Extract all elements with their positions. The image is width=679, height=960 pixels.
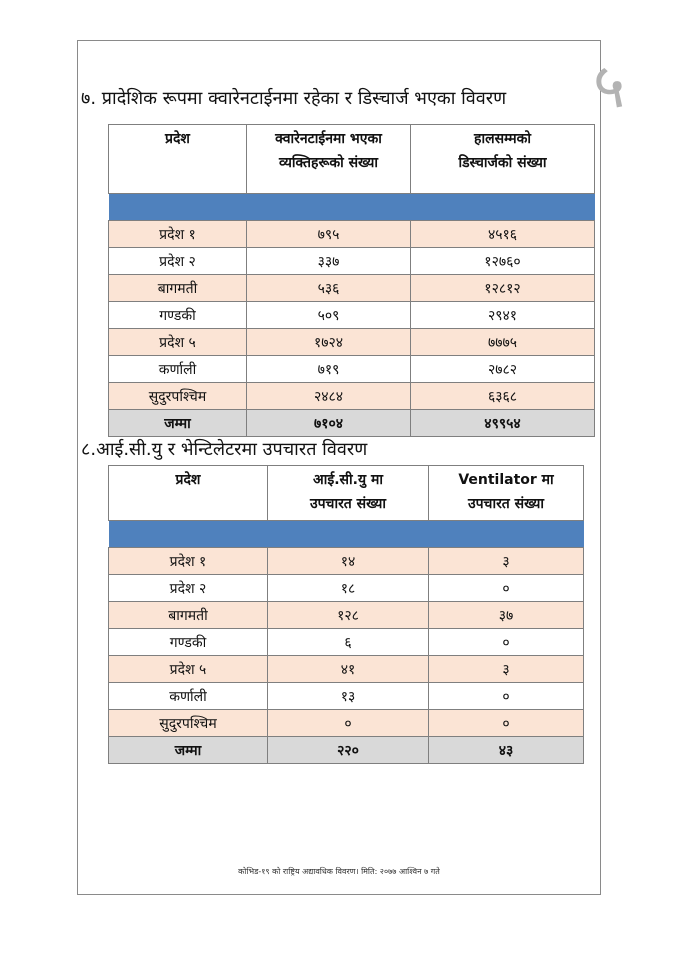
table-cell: २२० [268, 737, 429, 764]
table-cell: गण्डकी [109, 629, 268, 656]
table-cell [268, 521, 429, 548]
table-row [109, 548, 584, 575]
table-cell: सुदुरपश्चिम [109, 383, 247, 410]
table-cell: १४ [268, 548, 429, 575]
table-cell: जम्मा [109, 410, 247, 437]
page-number: ५ [593, 49, 626, 122]
table-cell: प्रदेश ५ [109, 329, 247, 356]
table-cell: ५३६ [247, 275, 411, 302]
table-cell: सुदुरपश्चिम [109, 710, 268, 737]
table-row [109, 248, 595, 275]
table-cell [109, 521, 268, 548]
header-province: प्रदेश [109, 125, 247, 194]
header-quarantine-count: क्वारेनटाईनमा भएका व्यक्तिहरूको संख्या [247, 125, 411, 194]
table-row [109, 575, 584, 602]
table-cell: ५०९ [247, 302, 411, 329]
table-row [109, 356, 595, 383]
header-ventilator-count: Ventilator मा उपचारत संख्या [429, 466, 584, 521]
table-cell: ३ [429, 656, 584, 683]
table-row [109, 302, 595, 329]
table-row [109, 602, 584, 629]
table-cell [429, 521, 584, 548]
table-cell: बागमती [109, 602, 268, 629]
header-divider [109, 194, 595, 221]
total-row [109, 737, 584, 764]
table-cell: ० [429, 683, 584, 710]
table-cell: प्रदेश २ [109, 575, 268, 602]
table-cell: बागमती [109, 275, 247, 302]
table-cell: १२८१२ [411, 275, 595, 302]
table-row [109, 683, 584, 710]
table-cell: ४३ [429, 737, 584, 764]
table-cell: ७१९ [247, 356, 411, 383]
table-cell: ७७७५ [411, 329, 595, 356]
table-cell [109, 194, 247, 221]
table-cell: ४१ [268, 656, 429, 683]
table-cell: जम्मा [109, 737, 268, 764]
header-province: प्रदेश [109, 466, 268, 521]
table-row [109, 629, 584, 656]
section-7-heading: ७. प्रादेशिक रूपमा क्वारेनटाईनमा रहेका र डिस्चार्ज भएका विवरण [81, 88, 507, 109]
table-cell: ३३७ [247, 248, 411, 275]
table-cell: २७८२ [411, 356, 595, 383]
header-discharge-count: हालसम्मको डिस्चार्जको संख्या [411, 125, 595, 194]
table-cell: २९४१ [411, 302, 595, 329]
table-cell: १३ [268, 683, 429, 710]
table-cell: कर्णाली [109, 683, 268, 710]
page-footer: कोभिड-१९ को राष्ट्रिय अद्यावधिक विवरण। मिति: २०७७ आश्विन ७ गते [238, 867, 440, 876]
table-cell: ० [429, 629, 584, 656]
table-row [109, 656, 584, 683]
table-cell: २४८४ [247, 383, 411, 410]
table-cell: ६३६८ [411, 383, 595, 410]
section-8-heading: ८.आई.सी.यु र भेन्टिलेटरमा उपचारत विवरण [81, 439, 368, 460]
table-row [109, 221, 595, 248]
table-cell: ६ [268, 629, 429, 656]
icu-ventilator-table [108, 465, 584, 764]
table-cell: १२८ [268, 602, 429, 629]
table-row [109, 710, 584, 737]
table-cell: ७१०४ [247, 410, 411, 437]
header-divider [109, 521, 584, 548]
table-row [109, 383, 595, 410]
table-cell: प्रदेश ५ [109, 656, 268, 683]
table-header-row [109, 125, 595, 194]
table-cell: १७२४ [247, 329, 411, 356]
quarantine-discharge-table [108, 124, 595, 437]
table-cell: प्रदेश १ [109, 548, 268, 575]
table-cell: प्रदेश २ [109, 248, 247, 275]
table-cell: ० [429, 710, 584, 737]
total-row [109, 410, 595, 437]
table-cell: ० [429, 575, 584, 602]
table-cell: ३ [429, 548, 584, 575]
table-row [109, 275, 595, 302]
table-cell: १८ [268, 575, 429, 602]
table-cell [247, 194, 411, 221]
table-cell: गण्डकी [109, 302, 247, 329]
table-cell: ० [268, 710, 429, 737]
table-cell: ३७ [429, 602, 584, 629]
header-icu-count: आई.सी.यु मा उपचारत संख्या [268, 466, 429, 521]
table-cell: ४९९५४ [411, 410, 595, 437]
table-cell [411, 194, 595, 221]
table-cell: ७९५ [247, 221, 411, 248]
table-cell: कर्णाली [109, 356, 247, 383]
table-cell: प्रदेश १ [109, 221, 247, 248]
table-cell: १२७६० [411, 248, 595, 275]
table-row [109, 329, 595, 356]
table-header-row [109, 466, 584, 521]
table-cell: ४५१६ [411, 221, 595, 248]
